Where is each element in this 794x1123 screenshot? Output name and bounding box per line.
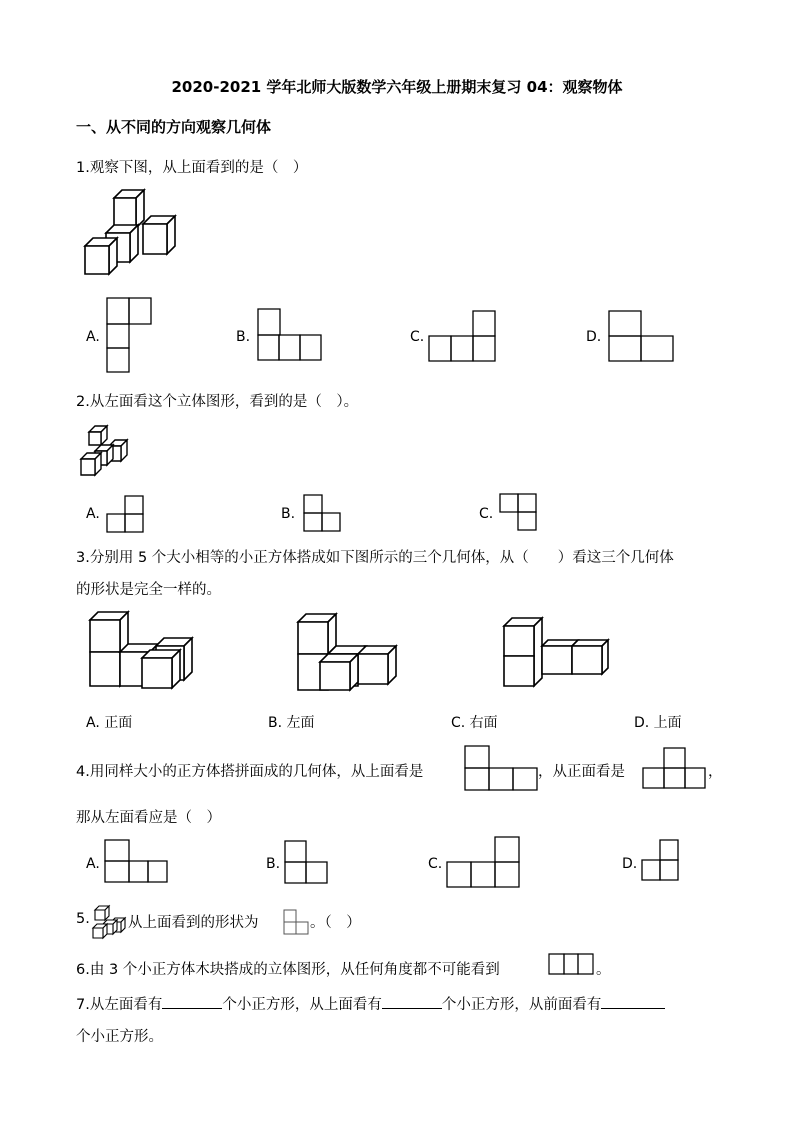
q2-option-a-view [106,495,144,533]
question-4-text-part-2: ，从正面看是 [538,764,625,780]
question-3-line-1: 3.分别用 5 个大小相等的小正方体搭成如下图所示的三个几何体，从（ ）看这三个几何体 [76,550,674,566]
q7-blank-front[interactable] [601,994,665,1009]
question-3-line-2: 的形状是完全一样的。 [76,582,221,598]
q7-text-part-1: 7.从左面看有 [76,997,163,1013]
q2-cube-figure [79,421,134,479]
question-4-text-part-1: 4.用同样大小的正方体搭拼面成的几何体，从上面看是 [76,764,424,780]
question-2-text: 2.从左面看这个立体图形，看到的是（ ）。 [76,394,359,410]
q1-option-d-view [608,310,674,362]
q4-top-view [464,745,538,791]
q1-option-c-view [428,310,496,362]
q3-option-c[interactable]: C. 右面 [451,715,498,731]
question-5-answer-bracket: 。（ ） [310,915,361,931]
question-5-number: 5. [76,911,90,927]
question-4-line-2: 那从左面看应是（ ） [76,810,221,826]
q1-option-a-view [106,297,152,373]
q4-option-b-view [284,840,328,884]
q2-option-b[interactable]: B. [281,506,296,522]
q4-option-d[interactable]: D. [622,856,638,872]
q4-option-c-view [446,836,520,888]
q6-view-shape [548,953,594,975]
q1-option-b[interactable]: B. [236,329,251,345]
question-7-line-1 [76,993,665,1014]
q3-option-d[interactable]: D. 上面 [634,715,682,731]
q2-option-c-view [499,493,537,531]
question-1-text: 1.观察下图，从上面看到的是（ ） [76,160,308,176]
q2-option-c[interactable]: C. [479,506,494,522]
q7-text-part-3: 个小正方形，从前面看有 [441,997,602,1013]
q5-top-view [283,909,309,935]
q4-option-c[interactable]: C. [428,856,443,872]
q1-option-b-view [257,308,323,362]
q3-figure-1 [88,610,194,690]
page-title: 2020-2021 学年北师大版数学六年级上册期末复习 04：观察物体 [171,78,623,96]
q7-blank-top[interactable] [382,994,442,1009]
q3-figure-2 [296,612,400,692]
q4-option-a[interactable]: A. [86,856,100,872]
q3-option-b[interactable]: B. 左面 [268,715,315,731]
q4-front-view [642,747,706,789]
q3-option-a[interactable]: A. 正面 [86,715,133,731]
question-5-text: 从上面看到的形状为 [128,915,259,931]
q5-cube-figure [91,902,129,940]
q1-cube-figure [83,188,203,278]
question-6-text: 6.由 3 个小正方体木块搭成的立体图形，从任何角度都不可能看到 [76,962,500,978]
q2-option-a[interactable]: A. [86,506,100,522]
q7-text-part-2: 个小正方形，从上面看有 [222,997,382,1013]
q1-option-a[interactable]: A. [86,329,100,345]
section-heading: 一、从不同的方向观察几何体 [76,118,272,136]
question-4-text-part-3: ， [708,764,723,780]
q1-option-c[interactable]: C. [410,329,425,345]
q2-option-b-view [303,494,341,532]
q1-option-d[interactable]: D. [586,329,602,345]
question-6-end: 。 [596,962,611,978]
q4-option-d-view [641,839,679,881]
q3-figure-3 [502,616,612,690]
question-7-line-2: 个小正方形。 [76,1029,163,1045]
q4-option-a-view [104,839,168,883]
q7-blank-left[interactable] [162,994,222,1009]
q4-option-b[interactable]: B. [266,856,281,872]
